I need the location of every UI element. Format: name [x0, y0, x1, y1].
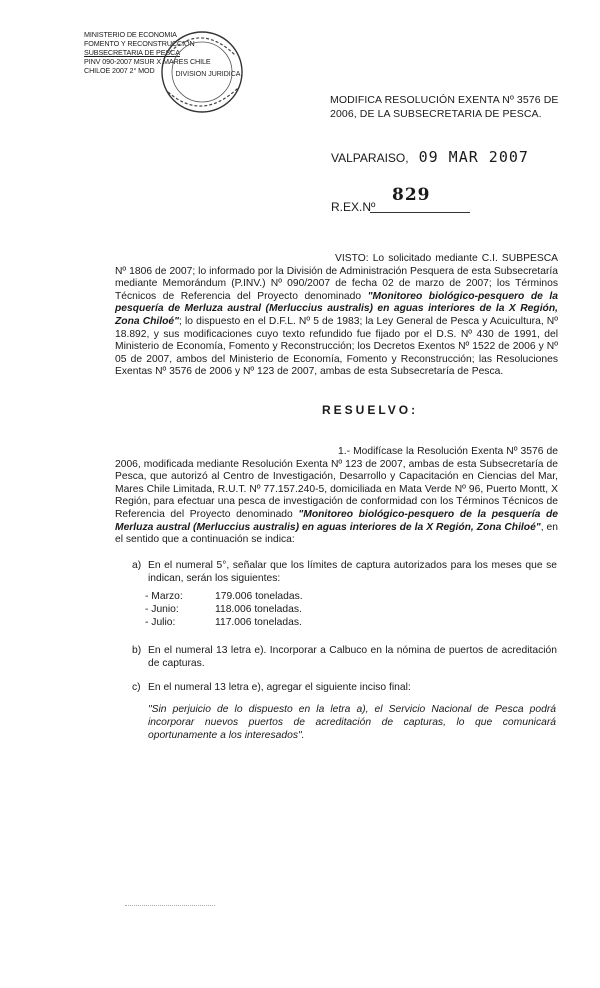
date-city: VALPARAISO, — [331, 151, 409, 165]
date-stamp: 09 MAR 2007 — [418, 148, 529, 166]
item-text: En el numeral 5°, señalar que los límites de captura autorizados para los meses que se indican, serán los siguientes: — [148, 560, 557, 584]
visto-project-title: "Monitoreo biológico-pesquero de la pesquería de Merluza austral (Merluccius australis) en aguas interiores de la X Región, Zona Chiloé" — [115, 290, 558, 327]
list-item — [145, 591, 303, 604]
month-value: 179.006 toneladas. — [215, 591, 303, 602]
ministry-line: MINISTERIO DE ECONOMIA — [84, 30, 177, 39]
article-1-text-2: , en el sentido que a continuación se indica: — [115, 521, 558, 546]
article-1-project-title: "Monitoreo biológico-pesquero de la pesquería de Merluza austral (Merluccius australis) en aguas interiores de la X Región, Zona Chiloé" — [115, 508, 558, 533]
visto-text-2: ; lo dispuesto en el D.F.L. Nº 5 de 1983; la Ley General de Pesca y Acuicultura, Nº 18.892, y sus modificaciones cuyo texto refundido fue fijado por el D.S. Nº 430 de 1991, del Ministerio de Economía, Fomento y Reconstrucción; los Decretos Exentos Nº 1522 de 2006 y Nº 05 de 2007, ambos del Ministerio de Economía, Fomento y Reconstrucción; las Resoluciones Exentas Nº 3576 de 2006 y Nº 123 de 2007, ambas de esta Subsecretaría de Pesca. — [115, 315, 558, 378]
visto-rest: Lo solicitado mediante C.I. SUBPESCA Nº — [115, 253, 558, 277]
list-item-b — [132, 645, 557, 671]
month-value: 118.006 toneladas. — [215, 603, 302, 615]
rex-underline — [370, 212, 470, 213]
seal-text: DIVISION JURIDICA — [175, 71, 241, 78]
visto-paragraph — [115, 253, 558, 379]
article-1-lead: 1.- Modifícase la Resolución Exenta Nº 3576 de — [338, 446, 558, 457]
quoted-clause: "Sin perjuicio de lo dispuesto en la letra a), el Servicio Nacional de Pesca podrá incorporar nuevos puertos de acreditación de capturas, lo que comunicará oportunamente a los interesados". — [148, 704, 556, 741]
list-item — [145, 617, 303, 630]
ministry-line: CHILOE 2007 2° MOD — [84, 66, 155, 75]
official-seal-icon — [150, 22, 250, 122]
item-text: En el numeral 13 letra e). Incorporar a Calbuco en la nómina de puertos de acreditación de capturas. — [148, 645, 557, 669]
ministry-line: PINV 090-2007 MSUR X MARES CHILE — [84, 57, 211, 66]
month-label: - Julio: — [145, 616, 176, 628]
visto-text-1: 1806 de 2007; lo informado por la División de Administración Pesquera de esta Subsecretaría mediante Memorándum (P.INV.) Nº 090/2007 de fecha 02 de marzo de 2007; los Términos Técnicos de Referencia del Proyecto denominado — [115, 265, 558, 302]
month-label: - Marzo: — [145, 591, 183, 602]
rex-number: 829 — [392, 185, 431, 205]
list-item — [145, 604, 303, 617]
month-label: - Junio: — [145, 603, 179, 615]
article-1-paragraph — [115, 446, 558, 547]
resuelvo-heading: RESUELVO: — [322, 403, 419, 417]
scan-artifact — [125, 905, 215, 906]
item-label: b) — [132, 645, 142, 656]
subject-heading: MODIFICA RESOLUCIÓN EXENTA Nº 3576 DE 2006, DE LA SUBSECRETARIA DE PESCA. — [330, 94, 559, 120]
ministry-line: FOMENTO Y RECONSTRUCCION — [84, 39, 195, 48]
article-1-text-1: 2006, modificada mediante Resolución Exenta Nº 123 de 2007, ambas de esta Subsecretaría de Pesca, que autorizó al Centro de Investigación, Desarrollo y Capacitación en Ciencias del Mar, Mares Chile Limitada, R.U.T. Nº 77.157.240-5, domiciliada en Mata Verde Nº 96, Puerto Montt, X Región, para efectuar una pesca de investigación de conformidad con los Términos Técnicos de Referencia del Proyecto denominado — [115, 458, 558, 520]
item-label: a) — [132, 560, 142, 571]
list-item-a — [132, 560, 557, 586]
capture-limits-list — [145, 591, 303, 629]
visto-head: VISTO: — [335, 253, 369, 264]
list-item-c — [132, 682, 557, 695]
month-value: 117.006 toneladas. — [215, 616, 302, 628]
item-text: En el numeral 13 letra e), agregar el siguiente inciso final: — [148, 682, 411, 693]
item-label: c) — [132, 682, 141, 693]
ministry-line: SUBSECRETARIA DE PESCA — [84, 48, 180, 57]
rex-label: R.EX.Nº — [331, 200, 376, 214]
dateline — [331, 148, 529, 166]
